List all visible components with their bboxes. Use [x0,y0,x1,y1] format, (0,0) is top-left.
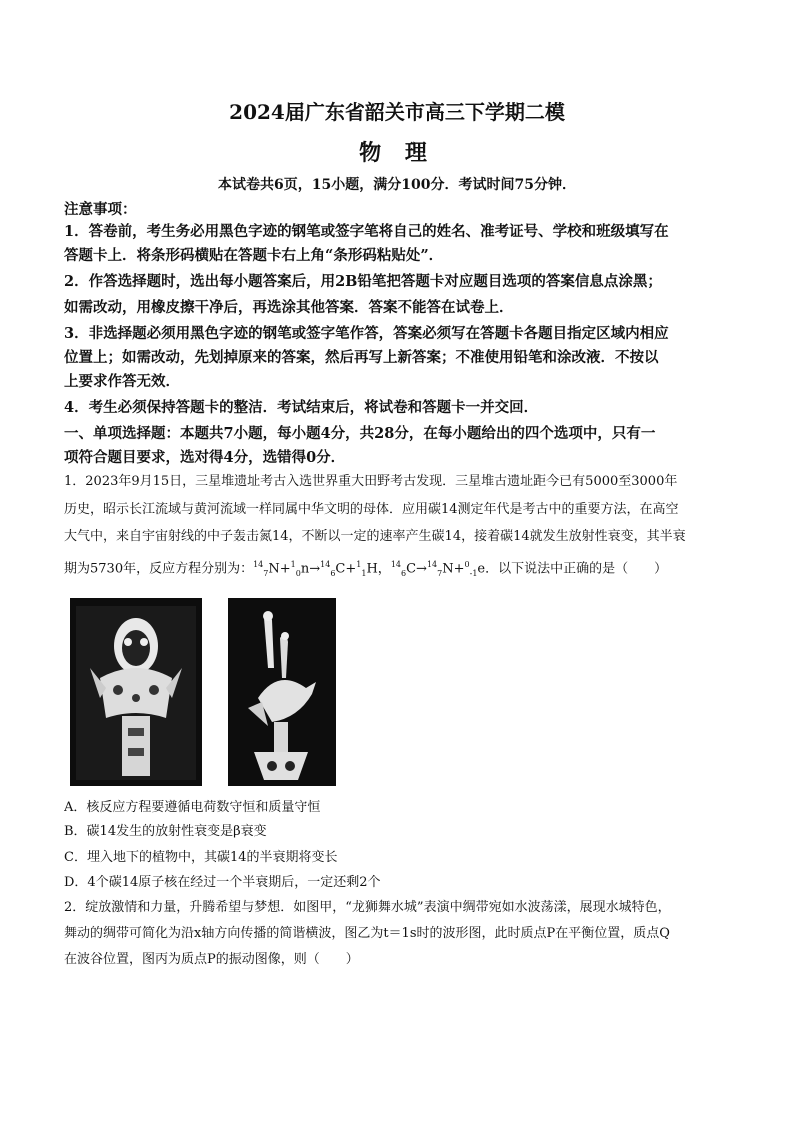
mass-number: 1 [290,560,296,569]
question-2-line: 2．绽放激情和力量，升腾希望与梦想．如图甲，“龙狮舞水城”表演中绸带宛如水波荡漾，展现水城特色， [64,900,671,915]
atomic-number: 1 [361,568,367,578]
bronze-mask-image [70,598,202,786]
nitrogen-symbol: N [268,561,280,577]
question-1-line: 1．2023年9月15日，三星堆遗址考古入选世界重大田野考古发现．三星堆古遗址距今已有5000至3000年 [64,474,678,489]
note-line: 上要求作答无效． [64,373,180,390]
atomic-number: 7 [263,568,269,578]
question-2-line: 舞动的绸带可简化为沿x轴方向传播的简谐横波，图乙为t＝1s时的波形图，此时质点P在平衡位置，质点Q [64,926,670,941]
plus-sign: + [279,561,291,577]
hydrogen-symbol: H [366,561,378,577]
note-line: 4．考生必须保持答题卡的整洁．考试结束后，将试卷和答题卡一并交回． [64,399,539,416]
atomic-number: -1 [469,568,478,578]
arrow-sign: → [309,561,321,577]
plus-sign: + [345,561,357,577]
note-line: 位置上；如需改动，先划掉原来的答案，然后再写上新答案；不准使用铅笔和涂改液．不按以 [64,349,659,366]
atomic-number: 6 [330,568,336,578]
equation-suffix: ．以下说法中正确的是（ ） [485,561,668,577]
atomic-number: 6 [401,568,407,578]
question-1-equation-line: 期为5730年，反应方程分别为：$^{14}_7$N+$^1_0$n→$^{14}_6$C+$^1_1$H，$^{14}_6$C→$^{14}_7$N+$^0_{-1}$e．以下说法中正确的是（ ） [64,560,668,578]
question-1-line: 历史，昭示长江流域与黄河流域一样同属中华文明的母体．应用碳14测定年代是考古中的重要方法，在高空 [64,502,679,517]
carbon-symbol: C [335,561,346,577]
mass-number: 1 [356,560,362,569]
neutron-symbol: n [300,561,310,577]
mass-number: 14 [390,560,401,569]
nitrogen-symbol: N [442,561,454,577]
atomic-number: 0 [295,568,301,578]
equation-prefix: 期为5730年，反应方程分别为： [64,561,254,577]
mass-number: 14 [320,560,331,569]
option-a: A．核反应方程要遵循电荷数守恒和质量守恒 [64,800,321,815]
carbon-symbol: C [406,561,417,577]
section-heading: 项符合题目要求，选对得4分，选错得0分． [64,449,346,466]
note-line: 如需改动，用橡皮擦干净后，再选涂其他答案．答案不能答在试卷上． [64,299,514,316]
note-line: 2．作答选择题时，选出每小题答案后，用2B铅笔把答题卡对应题目选项的答案信息点涂黑； [64,273,662,290]
section-heading: 一、单项选择题：本题共7小题，每小题4分，共28分，在每小题给出的四个选项中，只有一 [64,425,656,442]
electron-symbol: e [477,561,486,577]
subject-title: 物 理 [359,140,435,166]
note-line: 答题卡上．将条形码横贴在答题卡右上角“条形码粘贴处”． [64,247,444,264]
mass-number: 0 [464,560,470,569]
notes-heading: 注意事项： [64,201,137,218]
option-b: B．碳14发生的放射性衰变是β衰变 [64,824,267,839]
option-c: C．埋入地下的植物中，其碳14的半衰期将变长 [64,850,338,865]
question-2-line: 在波谷位置，图丙为质点P的振动图像，则（ ） [64,952,359,967]
question-1-line: 大气中，来自宇宙射线的中子轰击氮14，不断以一定的速率产生碳14，接着碳14就发生放射性衰变，其半衰 [64,529,686,544]
mass-number: 14 [253,560,264,569]
mass-number: 14 [426,560,438,569]
plus-sign: + [453,561,465,577]
note-line: 1．答卷前，考生务必用黑色字迹的钢笔或签字笔将自己的姓名、准考证号、学校和班级填写在 [64,223,669,240]
note-line: 3．非选择题必须用黑色字迹的钢笔或签字笔作答，答案必须写在答题卡各题目指定区域内相应 [64,325,669,342]
atomic-number: 7 [437,568,443,578]
option-d: D．4个碳14原子核在经过一个半衰期后，一定还剩2个 [64,875,381,890]
exam-summary: 本试卷共6页，15小题，满分100分．考试时间75分钟． [218,177,576,193]
bronze-bird-image [228,598,336,786]
arrow-sign: → [416,561,427,577]
exam-title: 2024届广东省韶关市高三下学期二模 [229,100,565,124]
